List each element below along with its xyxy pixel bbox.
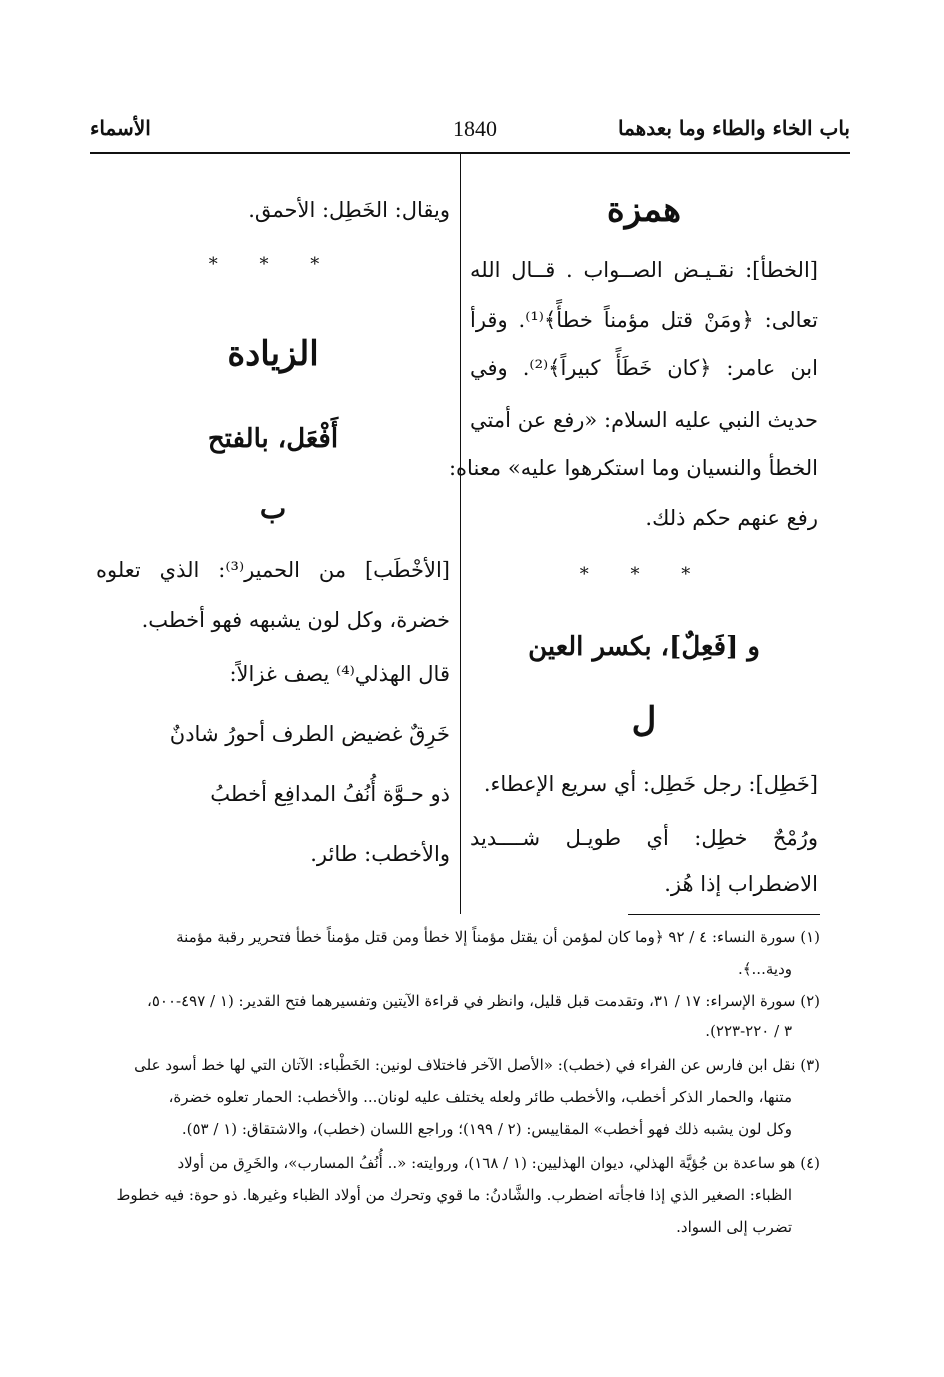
text-line: رفع عنهم حكم ذلك. (645, 506, 818, 530)
page-number: 1840 (453, 116, 497, 141)
section-subheading: و [فَعِلٌ]، بكسر العين (528, 632, 760, 662)
footnote-line: (١) سورة النساء: ٤ / ٩٢ ﴿وما كان لمؤمن أن يقتل مؤمناً إلا خطأ ومن قتل مؤمناً خطأ فتحرير رقبة مؤمنة (176, 928, 820, 946)
text-line: حديث النبي عليه السلام: «رفع عن أمتي (470, 408, 818, 432)
text-line: ويقال: الخَطِل: الأحمق. (248, 198, 450, 222)
footnote-line: تضرب إلى السواد. (676, 1218, 792, 1236)
section-heading-hamza: همزة (606, 190, 682, 230)
text-line: الاضطراب إذا هُز. (664, 872, 818, 896)
text-line: قال الهذلي⁽⁴⁾ يصف غزالاً: (229, 662, 450, 686)
footnote-line: (٤) هو ساعدة بن جُؤيَّة الهذلي، ديوان الهذليين: (١ / ١٦٨)، وروايته: «.. أُنُفُ المسارب»، والخَرِق من أولاد (177, 1154, 820, 1172)
text-line: ابن عامر: ﴿كان خَطَأً كبيراً﴾⁽²⁾. وفي (470, 356, 818, 380)
column-divider (460, 154, 461, 914)
text-line: خضرة، وكل لون يشبهه فهو أخطب. (141, 608, 450, 632)
right-column (448, 0, 818, 914)
text-line: [الأخْطَب] من الحمير⁽³⁾: الذي تعلوه (96, 558, 451, 582)
footnote-line: ٣ / ٢٢٠-٢٢٣). (705, 1022, 792, 1040)
text-line: [الخطأ]: نقـيـض الصــواب . قــال الله (470, 258, 818, 282)
text-line: [خَطِل]: رجل خَطِل: أي سريع الإعطاء. (483, 772, 818, 796)
text-line: ورُمْحٌ خطِل: أي طويـل شــــديد (470, 826, 818, 850)
footnote-line: متنها، والحمار الذكر أخطب، والأخطب طائر ولعله يختلف عليه لونان... والأخطب: الحمار تعلوه خضرة، (168, 1088, 792, 1106)
letter-heading: ل (631, 700, 657, 740)
footnote-line: (٢) سورة الإسراء: ١٧ / ٣١، وتقدمت قبل قليل، وانظر في قراءة الآيتين وتفسيرهما فتح القدير: (١ / ٤٩٧-٥٠٠، (147, 992, 820, 1010)
footnote-line: الظباء: الصغير الذي إذا فاجأته اضطرب. والشَّادنُ: ما قوي وتحرك من أولاد الظباء وغيرها. ذو حوة: فيه خطوط (116, 1186, 792, 1204)
header-part-title: الأسماء (90, 116, 151, 140)
header-section-title: باب الخاء والطاء وما بعدهما (618, 116, 850, 140)
section-separator: * * * (579, 564, 709, 585)
verse-line: خَرِقٌ غضيض الطرف أحورُ شادنٌ (169, 722, 450, 746)
section-heading-ziyada: الزيادة (227, 334, 319, 374)
footnote-line: وكل لون يشبه ذلك فهو أخطب» المقاييس: (٢ / ١٩٩)؛ وراجع اللسان (خطب)، والاشتقاق: (١ / ٥٣). (181, 1120, 792, 1138)
verse-line: ذو حـوَّة أُنُفُ المدافِع أخطبُ (210, 782, 450, 806)
left-column (96, 0, 450, 914)
text-line: والأخطب: طائر. (310, 842, 450, 866)
letter-heading: ب (259, 492, 287, 525)
footnote-rule (628, 914, 820, 915)
footnote-line: ودية...﴾. (737, 960, 792, 978)
text-line: الخطأ والنسيان وما استكرهوا عليه» معناه: (448, 456, 818, 480)
footnote-line: (٣) نقل ابن فارس عن الفراء في (خطب): «الأصل الآخر فاختلاف لونين: الخَطْباء: الآتان التي لها خط أسود على (134, 1056, 820, 1074)
section-separator: * * * (208, 254, 338, 275)
section-subheading: أَفْعَل، بالفتح (207, 424, 339, 454)
text-line: تعالى: ﴿ومَنْ قتل مؤمناً خطأً﴾⁽¹⁾. وقرأ (470, 308, 818, 332)
